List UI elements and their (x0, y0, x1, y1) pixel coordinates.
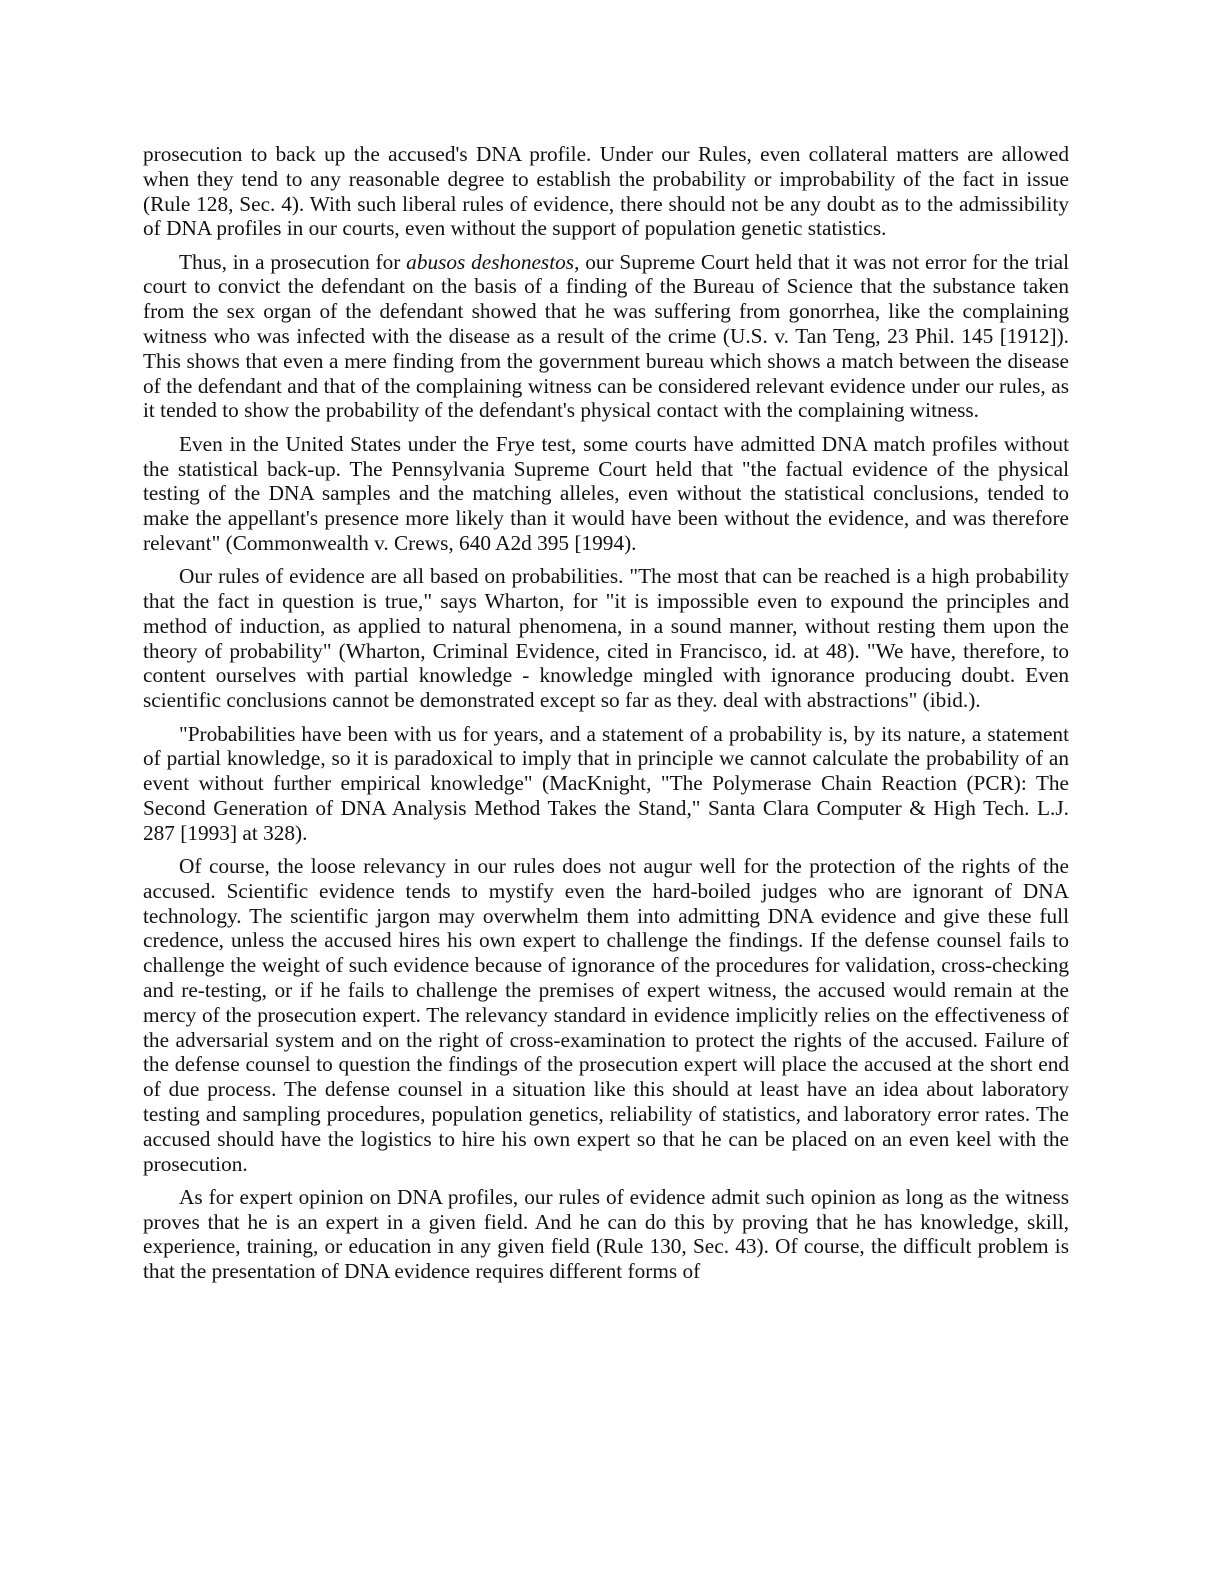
paragraph-3 (143, 432, 1069, 556)
paragraph-text: Even in the United States under the Frye test, some courts have admitted DNA match profiles without the statistical back-up. The Pennsylvania Supreme Court held that "the factual evidence of the physical testing of the DNA samples and the matching alleles, even without the statistical conclusions, tended to make the appellant's presence more likely than it would have been without the evidence, and was therefore relevant" (Commonwealth v. Crews, 640 A2d 395 [1994). (143, 431, 1069, 555)
paragraph-5 (143, 722, 1069, 846)
paragraph-text: Our rules of evidence are all based on probabilities. "The most that can be reached is a high probability that the fact in question is true," says Wharton, for "it is impossible even to expound the principles and method of induction, as applied to natural phenomena, in a sound manner, without resting them upon the theory of probability" (Wharton, Criminal Evidence, cited in Francisco, id. at 48). "We have, therefore, to content ourselves with partial knowledge - knowledge mingled with ignorance producing doubt. Even scientific conclusions cannot be demonstrated except so far as they. deal with abstractions" (ibid.). (143, 564, 1069, 713)
paragraph-text: "Probabilities have been with us for years, and a statement of a probability is, by its nature, a statement of partial knowledge, so it is paradoxical to imply that in principle we cannot calculate the probability of an event without further empirical knowledge" (MacKnight, "The Polymerase Chain Reaction (PCR): The Second Generation of DNA Analysis Method Takes the Stand," Santa Clara Computer & High Tech. L.J. 287 [1993] at 328). (143, 721, 1069, 845)
paragraph-text: prosecution to back up the accused's DNA profile. Under our Rules, even collateral matters are allowed when they tend to any reasonable degree to establish the probability or improbability of the fact in issue (Rule 128, Sec. 4). With such liberal rules of evidence, there should not be any doubt as to the admissibility of DNA profiles in our courts, even without the support of population genetic statistics. (143, 142, 1069, 241)
paragraph-1 (143, 142, 1069, 241)
document-page (143, 142, 1069, 1293)
paragraph-4 (143, 564, 1069, 713)
paragraph-text: , our Supreme Court held that it was not error for the trial court to convict the defendant on the basis of a finding of the Bureau of Science that the substance taken from the sex organ of the defendant showed that he was suffering from gonorrhea, like the complaining witness who was infected with the disease as a result of the crime (U.S. v. Tan Teng, 23 Phil. 145 [1912]). This shows that even a mere finding from the government bureau which shows a match between the disease of the defendant and that of the complaining witness can be considered relevant evidence under our rules, as it tended to show the probability of the defendant's physical contact with the complaining witness. (143, 249, 1069, 423)
paragraph-text: Thus, in a prosecution for (179, 249, 407, 274)
paragraph-text: Of course, the loose relevancy in our rules does not augur well for the protection of the rights of the accused. Scientific evidence tends to mystify even the hard-boiled judges who are ignorant of DNA technology. The scientific jargon may overwhelm them into admitting DNA evidence and give these full credence, unless the accused hires his own expert to challenge the findings. If the defense counsel fails to challenge the weight of such evidence because of ignorance of the procedures for validation, cross-checking and re-testing, or if he fails to challenge the premises of expert witness, the accused would remain at the mercy of the prosecution expert. The relevancy standard in evidence implicitly relies on the effectiveness of the adversarial system and on the right of cross-examination to protect the rights of the accused. Failure of the defense counsel to question the findings of the prosecution expert will place the accused at the short end of due process. The defense counsel in a situation like this should at least have an idea about laboratory testing and sampling procedures, population genetics, reliability of statistics, and laboratory error rates. The accused should have the logistics to hire his own expert so that he can be placed on an even keel with the prosecution. (143, 854, 1069, 1176)
italic-case-term: abusos deshonestos (406, 249, 575, 274)
paragraph-text: As for expert opinion on DNA profiles, our rules of evidence admit such opinion as long as the witness proves that he is an expert in a given field. And he can do this by proving that he has knowledge, skill, experience, training, or education in any given field (Rule 130, Sec. 43). Of course, the difficult problem is that the presentation of DNA evidence requires different forms of (143, 1184, 1069, 1284)
paragraph-6 (143, 854, 1069, 1176)
paragraph-2 (143, 250, 1069, 424)
paragraph-7 (143, 1185, 1069, 1284)
